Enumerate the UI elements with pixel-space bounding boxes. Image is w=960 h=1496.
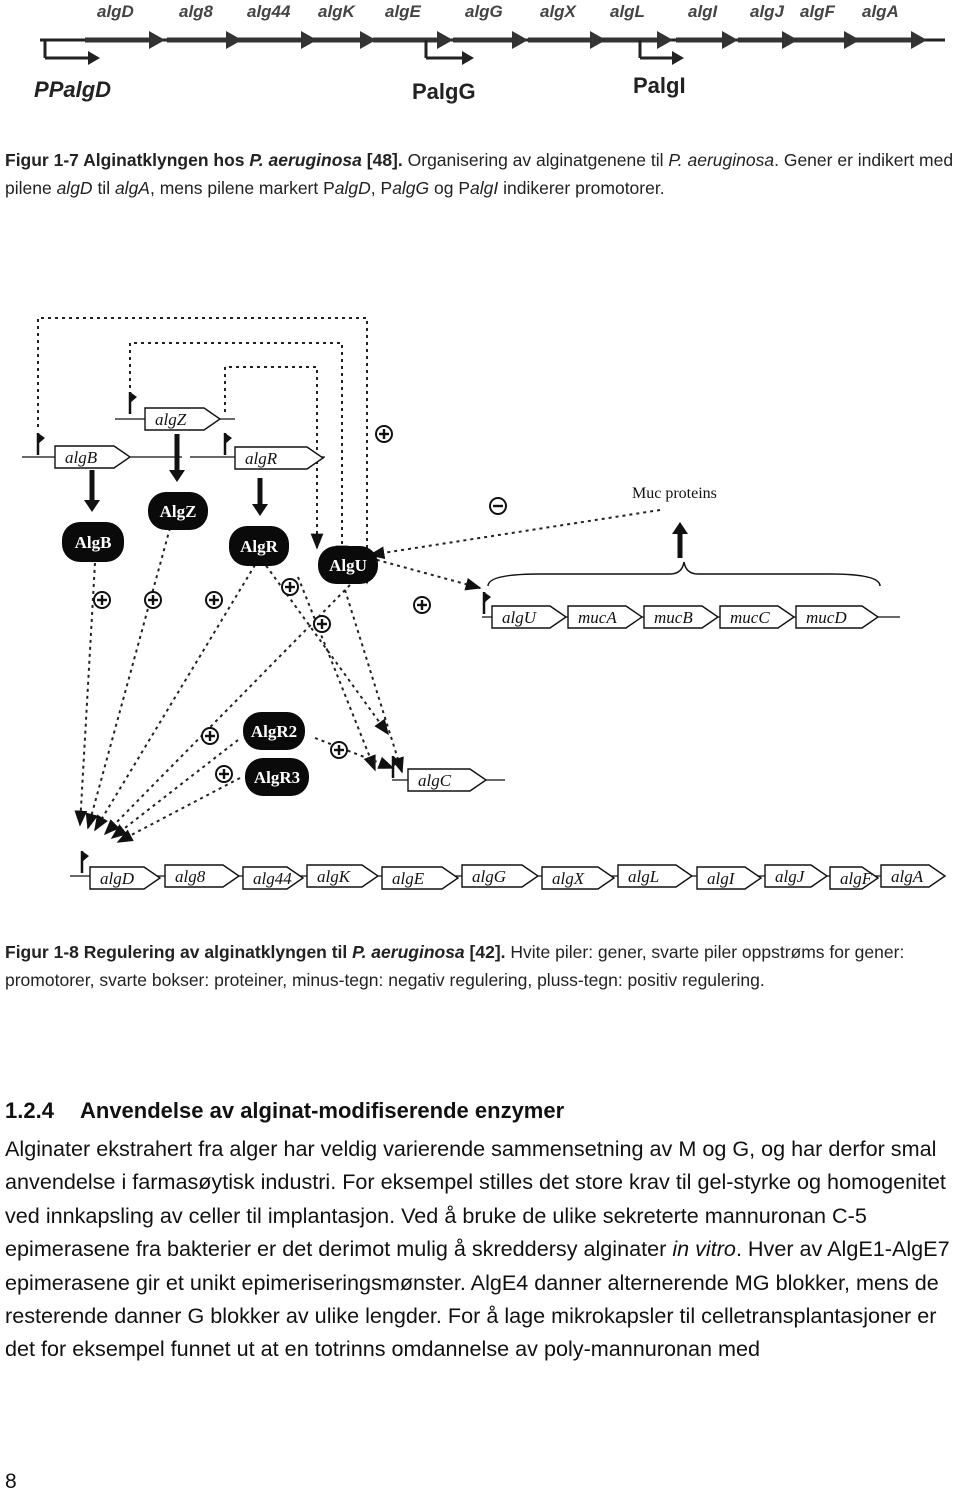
regulation-line-9	[345, 590, 402, 772]
section-title: Anvendelse av alginat-modifiserende enzymer	[80, 1098, 565, 1123]
svg-text:AlgB: AlgB	[74, 533, 112, 552]
muc-genes-brace	[488, 562, 880, 586]
figure-1-7-caption: Figur 1-7 Alginatklyngen hos P. aeruginosa [48]. Organisering av alginatgenene til P. aeruginosa. Gener er indikert med pilene algD til algA, mens pilene markert PalgD, PalgG og PalgI indikerer promotorer.	[5, 150, 954, 198]
muc-proteins-label: Muc proteins	[632, 485, 717, 502]
gene-algr	[235, 447, 323, 469]
gene-mucB	[644, 606, 718, 628]
regulation-line-13	[315, 738, 393, 768]
figure-1-8-caption: Figur 1-8 Regulering av alginatklyngen til P. aeruginosa [42]. Hvite piler: gener, svarte piler oppstrøms for gener: promotorer, svarte bokser: proteiner, minus-tegn: negativ regulering, pluss-tegn: positiv regulering.	[5, 942, 905, 990]
svg-text:algD: algD	[100, 869, 134, 888]
plus-sign-5	[282, 579, 298, 595]
gene-mucC	[720, 606, 794, 628]
regulation-line-3	[370, 558, 480, 588]
promoter-flag-5	[82, 851, 89, 873]
svg-text:algU: algU	[502, 608, 536, 627]
svg-text:algF: algF	[840, 869, 873, 888]
promoter-flag-2	[225, 433, 232, 455]
cluster-gene-algE	[382, 867, 458, 889]
regulation-line-14	[370, 510, 660, 555]
protein-algr2	[243, 712, 305, 750]
svg-text:algC: algC	[418, 771, 452, 790]
gene-arrow-algA	[850, 2, 927, 49]
protein-algr	[229, 526, 289, 566]
gene-mucA	[568, 606, 642, 628]
gene-algc	[408, 769, 486, 791]
promoter-flag-1	[130, 392, 137, 414]
regulation-line-8	[262, 560, 388, 734]
gene-algz	[145, 408, 220, 430]
gene-algU	[492, 606, 566, 628]
gene-arrow-algK	[306, 2, 376, 49]
protein-algr3	[245, 758, 309, 796]
svg-text:algA: algA	[891, 867, 924, 886]
promoter-palgd	[34, 40, 111, 102]
svg-text:alg8: alg8	[175, 867, 206, 886]
promoter-flag-0	[38, 433, 45, 455]
solid-arrow-0	[84, 470, 100, 512]
solid-arrow-1	[169, 434, 185, 482]
regulation-line-6	[95, 565, 255, 830]
svg-text:algX: algX	[552, 869, 585, 888]
gene-arrow-algG	[453, 2, 528, 49]
gene-label-algE: algE	[385, 2, 421, 21]
gene-arrow-algI	[676, 2, 738, 49]
gene-label-alg44: alg44	[247, 2, 291, 21]
gene-arrow-algX	[528, 2, 606, 49]
figure-1-7-gene-cluster	[0, 0, 960, 110]
regulation-line-5	[88, 528, 170, 828]
gene-mucD	[796, 606, 878, 628]
plus-sign-0	[376, 426, 392, 442]
cluster-gene-alg44	[243, 867, 303, 889]
gene-arrow-algD	[85, 2, 165, 49]
svg-text:mucA: mucA	[578, 608, 617, 627]
label-palgg: PalgG	[412, 79, 476, 104]
promoter-palgi	[633, 40, 686, 98]
section-heading	[5, 1098, 564, 1124]
cluster-gene-algA	[881, 865, 945, 887]
protein-algu	[318, 546, 378, 584]
svg-text:algL: algL	[628, 867, 660, 886]
gene-label-algG: algG	[465, 2, 503, 21]
svg-text:AlgU: AlgU	[329, 556, 367, 575]
gene-label-alg8: alg8	[179, 2, 214, 21]
solid-arrow-2	[252, 478, 268, 516]
gene-label-algJ: algJ	[750, 2, 785, 21]
plus-sign-8	[202, 728, 218, 744]
cluster-gene-algX	[542, 867, 614, 889]
promoter-flag-3	[484, 592, 491, 614]
gene-arrow-alg8	[167, 2, 242, 49]
plus-sign-6	[314, 616, 330, 632]
label-palgd: PPalgD	[34, 77, 112, 102]
gene-arrow-algE	[373, 2, 453, 49]
plus-sign-4	[206, 592, 222, 608]
svg-text:mucC: mucC	[730, 608, 770, 627]
page-number: 8	[5, 1470, 17, 1493]
gene-arrow-algF	[788, 2, 860, 49]
svg-text:AlgR: AlgR	[240, 537, 278, 556]
svg-text:AlgR3: AlgR3	[253, 768, 301, 787]
cluster-gene-algG	[462, 865, 538, 887]
protein-algz	[148, 492, 208, 530]
regulation-line-12	[118, 778, 240, 842]
gene-arrow-algL	[598, 2, 673, 49]
cluster-gene-algJ	[765, 865, 827, 887]
plus-sign-3	[145, 592, 161, 608]
figure-1-8-regulation-diagram	[0, 300, 960, 900]
svg-text:algG: algG	[472, 867, 506, 886]
gene-label-algA: algA	[862, 2, 899, 21]
gene-label-algD: algD	[97, 2, 134, 21]
svg-text:alg44: alg44	[253, 869, 292, 888]
cluster-gene-alg8	[165, 865, 239, 887]
gene-label-algX: algX	[540, 2, 576, 21]
svg-text:mucD: mucD	[806, 608, 847, 627]
svg-text:algK: algK	[317, 867, 351, 886]
svg-text:AlgZ: AlgZ	[159, 502, 197, 521]
label-palgi: PalgI	[633, 73, 686, 98]
regulation-line-10	[298, 577, 375, 770]
cluster-gene-algD	[90, 867, 160, 889]
cluster-gene-algL	[618, 865, 692, 887]
gene-algb	[55, 446, 130, 468]
cluster-gene-algK	[307, 865, 378, 887]
cluster-gene-algF	[830, 867, 878, 889]
gene-label-algI: algI	[688, 2, 718, 21]
plus-sign-9	[216, 766, 232, 782]
svg-text:algI: algI	[707, 869, 735, 888]
svg-text:algJ: algJ	[775, 867, 805, 886]
gene-label-algL: algL	[610, 2, 645, 21]
svg-text:algZ: algZ	[155, 410, 187, 429]
solid-arrow-3	[672, 522, 688, 558]
plus-sign-7	[414, 597, 430, 613]
protein-algb	[62, 522, 124, 562]
svg-text:mucB: mucB	[654, 608, 693, 627]
svg-text:algR: algR	[245, 449, 278, 468]
cluster-gene-algI	[697, 867, 761, 889]
plus-sign-10	[331, 742, 347, 758]
svg-text:algE: algE	[392, 869, 425, 888]
gene-arrow-alg44	[235, 2, 317, 49]
gene-label-algF: algF	[800, 2, 835, 21]
gene-label-algK: algK	[318, 2, 355, 21]
plus-sign-2	[94, 592, 110, 608]
regulation-line-4	[80, 563, 95, 825]
section-number: 1.2.4	[5, 1098, 54, 1123]
promoter-palgg	[412, 40, 476, 104]
body-paragraph: Alginater ekstrahert fra alger har veldig varierende sammensetning av M og G, og har derfor smal anvendelse i farmasøytisk industri. For eksempel stilles det store krav til gel-styrke og homogenitet ved innkapsling av celler til implantasjon. Ved å bruke de ulike sekreterte mannuronan C-5 epimerasene fra bakterier er det derimot mulig å skreddersy alginater in vitro. Hver av AlgE1-AlgE7 epimerasene gir et unikt epimeriseringsmønster. AlgE4 danner alternerende MG blokker, mens de resterende danner G blokker av ulike lengder. For å lage mikrokapsler til celletransplantasjoner er det for eksempel funnet ut at en totrinns omdannelse av poly-mannuronan med	[5, 1136, 950, 1362]
svg-text:algB: algB	[65, 448, 98, 467]
svg-text:AlgR2: AlgR2	[250, 722, 298, 741]
minus-sign-1	[490, 498, 506, 514]
